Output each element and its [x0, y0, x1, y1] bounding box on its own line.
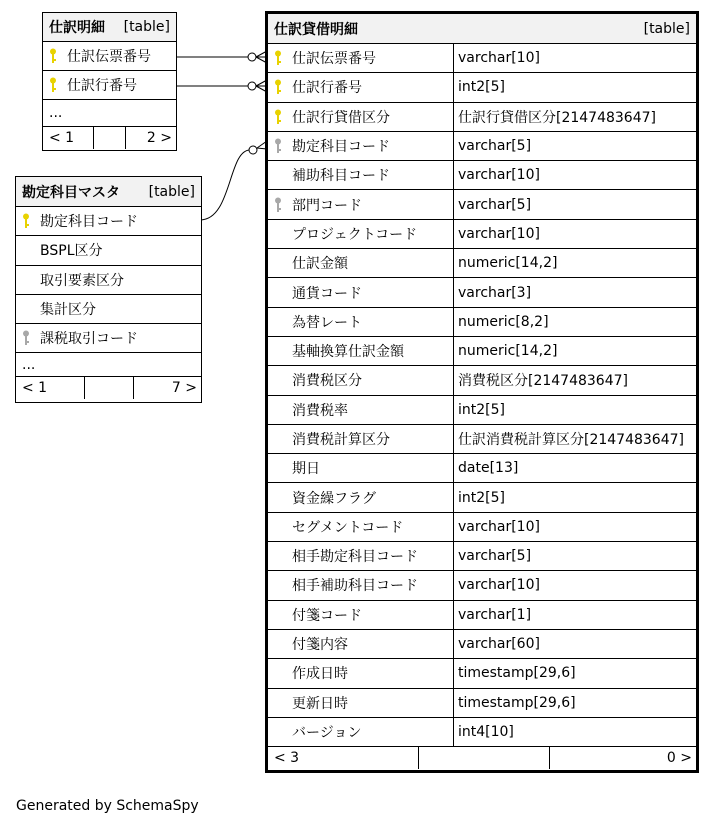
column-name: 補助科目コード: [292, 168, 390, 185]
column-name: 為替レート: [292, 314, 362, 331]
column-name-cell: [43, 71, 137, 99]
column-type: varchar[10]: [453, 44, 696, 72]
column-row[interactable]: [268, 103, 696, 132]
key-slot: [274, 718, 292, 746]
column-name: BSPL区分: [40, 243, 103, 260]
column-name: 消費税計算区分: [292, 432, 390, 448]
table-name: 仕訳貸借明細: [274, 21, 358, 38]
column-row[interactable]: [268, 483, 696, 512]
column-name-cell: [268, 483, 453, 511]
footer-spacer: [84, 377, 134, 399]
column-type: varchar[10]: [453, 513, 696, 541]
column-row[interactable]: [268, 718, 696, 747]
column-name-cell: [268, 132, 453, 160]
column-name-cell: [268, 103, 453, 131]
key-slot: [274, 103, 292, 131]
key-slot: [274, 454, 292, 482]
column-name-cell: [268, 542, 453, 570]
column-name: 資金繰フラグ: [292, 490, 376, 507]
column-row[interactable]: [268, 190, 696, 219]
table-kanjo-kamoku-master[interactable]: [15, 176, 202, 403]
column-name-cell: [268, 161, 453, 189]
column-name-cell: [16, 324, 138, 352]
column-type: varchar[10]: [453, 220, 696, 248]
column-row[interactable]: [43, 42, 176, 71]
primary-key-icon: [22, 213, 30, 229]
column-name: 消費税区分: [292, 373, 362, 390]
column-type: varchar[3]: [453, 278, 696, 306]
column-type: numeric[8,2]: [453, 308, 696, 336]
column-name-cell: [268, 454, 453, 482]
column-name-cell: [268, 308, 453, 336]
column-name: バージョン: [292, 724, 362, 741]
key-slot: [274, 161, 292, 189]
column-name-cell: [16, 236, 103, 264]
key-slot: [274, 308, 292, 336]
column-row[interactable]: [268, 425, 696, 454]
more-columns-ellipsis: ...: [16, 353, 201, 377]
column-name: 課税取引コード: [40, 331, 138, 348]
column-type: 仕訳消費税計算区分[2147483647]: [453, 425, 696, 453]
column-row[interactable]: [268, 659, 696, 688]
column-type: varchar[10]: [453, 161, 696, 189]
column-name-cell: [268, 44, 453, 72]
column-type: varchar[60]: [453, 630, 696, 658]
key-slot: [274, 396, 292, 424]
foreign-key-icon: [22, 330, 30, 346]
column-name-cell: [268, 601, 453, 629]
table-name: 仕訳明細: [49, 20, 105, 36]
column-type: varchar[5]: [453, 132, 696, 160]
key-slot: [274, 689, 292, 717]
column-row[interactable]: [268, 132, 696, 161]
primary-key-icon: [274, 109, 282, 125]
column-row[interactable]: [268, 44, 696, 73]
column-name: 勘定科目コード: [292, 139, 390, 156]
column-name-cell: [268, 190, 453, 218]
column-type: numeric[14,2]: [453, 337, 696, 365]
column-row[interactable]: [16, 266, 201, 295]
key-slot: [274, 542, 292, 570]
table-type-label: [table]: [123, 19, 170, 35]
column-row[interactable]: [16, 207, 201, 236]
column-row[interactable]: [268, 571, 696, 600]
column-name-cell: [268, 337, 453, 365]
column-type: numeric[14,2]: [453, 249, 696, 277]
column-row[interactable]: [268, 337, 696, 366]
column-name: 取引要素区分: [40, 272, 124, 289]
column-row[interactable]: [268, 366, 696, 395]
table-name: 勘定科目マスタ: [22, 184, 120, 201]
link-kanjo-kamoku: [200, 150, 250, 220]
column-name: 作成日時: [292, 666, 348, 683]
column-name: 仕訳金額: [292, 256, 348, 273]
column-row[interactable]: [16, 295, 201, 324]
table-header: [268, 14, 696, 44]
column-name-cell: [268, 689, 453, 717]
column-name: 仕訳行番号: [67, 78, 137, 94]
key-slot: [49, 42, 67, 70]
primary-key-icon: [49, 48, 57, 64]
column-row[interactable]: [268, 689, 696, 718]
column-name-cell: [268, 513, 453, 541]
column-name: 相手勘定科目コード: [292, 549, 418, 566]
column-row[interactable]: [268, 278, 696, 307]
more-columns-ellipsis: ...: [43, 100, 176, 127]
key-slot: [22, 295, 40, 323]
key-slot: [274, 513, 292, 541]
column-name: プロジェクトコード: [292, 226, 418, 243]
column-name: 更新日時: [292, 695, 348, 712]
table-footer: [16, 377, 201, 399]
key-slot: [274, 366, 292, 394]
column-name-cell: [268, 249, 453, 277]
key-slot: [274, 337, 292, 365]
column-row[interactable]: [268, 513, 696, 542]
column-row[interactable]: [268, 161, 696, 190]
primary-key-icon: [49, 77, 57, 93]
column-name-cell: [268, 220, 453, 248]
footer-children-count[interactable]: 0 >: [666, 750, 692, 767]
column-name: 部門コード: [292, 197, 362, 214]
column-name: 仕訳伝票番号: [67, 49, 151, 65]
column-type: timestamp[29,6]: [453, 659, 696, 687]
column-type: int2[5]: [453, 396, 696, 424]
column-name-cell: [268, 396, 453, 424]
column-name: 集計区分: [40, 302, 96, 319]
column-row[interactable]: [268, 396, 696, 425]
foreign-key-icon: [274, 138, 282, 154]
column-row[interactable]: [268, 220, 696, 249]
column-row[interactable]: [268, 601, 696, 630]
key-slot: [274, 571, 292, 599]
column-name: セグメントコード: [292, 519, 404, 536]
column-row[interactable]: [43, 71, 176, 100]
column-row[interactable]: [268, 249, 696, 278]
column-row[interactable]: [16, 236, 201, 265]
column-name: 消費税率: [292, 402, 348, 419]
table-type-label: [table]: [643, 20, 690, 37]
table-footer: [268, 747, 696, 769]
column-name-cell: [268, 73, 453, 101]
column-type: timestamp[29,6]: [453, 689, 696, 717]
column-type: 消費税区分[2147483647]: [453, 366, 696, 394]
footer-spacer: [93, 127, 126, 149]
column-type: date[13]: [453, 454, 696, 482]
table-shiwake-meisai[interactable]: [42, 12, 177, 151]
column-type: int2[5]: [453, 483, 696, 511]
column-name-cell: [16, 295, 96, 323]
column-type: varchar[1]: [453, 601, 696, 629]
key-slot: [274, 425, 292, 453]
column-name: 仕訳行番号: [292, 80, 362, 97]
column-name: 仕訳行貸借区分: [292, 109, 390, 126]
key-slot: [274, 659, 292, 687]
column-name: 基軸換算仕訳金額: [292, 344, 404, 361]
column-name-cell: [268, 278, 453, 306]
key-slot: [274, 190, 292, 218]
table-footer: [43, 127, 176, 149]
column-row[interactable]: [268, 454, 696, 483]
column-type: 仕訳行貸借区分[2147483647]: [453, 103, 696, 131]
key-slot: [274, 601, 292, 629]
key-slot: [274, 73, 292, 101]
column-name-cell: [268, 659, 453, 687]
primary-key-icon: [274, 50, 282, 66]
table-shiwake-taishaku-meisai[interactable]: [265, 11, 699, 773]
key-slot: [22, 207, 40, 235]
generator-credit: Generated by SchemaSpy: [16, 798, 199, 814]
table-header: [16, 177, 201, 207]
key-slot: [274, 132, 292, 160]
column-name-cell: [268, 718, 453, 746]
footer-children-count[interactable]: 7 >: [171, 380, 197, 397]
column-type: varchar[10]: [453, 571, 696, 599]
link-kanjo-kamoku-optional-marker: [249, 146, 257, 154]
key-slot: [274, 220, 292, 248]
column-row[interactable]: [268, 73, 696, 102]
foreign-key-icon: [274, 197, 282, 213]
column-type: int2[5]: [453, 73, 696, 101]
column-name-cell: [16, 207, 138, 235]
column-name: 相手補助科目コード: [292, 578, 418, 595]
key-slot: [22, 236, 40, 264]
column-name: 勘定科目コード: [40, 214, 138, 231]
column-name: 付箋コード: [292, 607, 362, 624]
footer-parents-count[interactable]: < 1: [22, 380, 48, 397]
column-name: 期日: [292, 461, 320, 478]
column-row[interactable]: [16, 324, 201, 353]
footer-spacer: [418, 747, 550, 769]
key-slot: [274, 483, 292, 511]
column-name-cell: [268, 630, 453, 658]
link-denpyo-bango-optional-marker: [248, 53, 256, 61]
footer-parents-count[interactable]: < 1: [49, 130, 75, 146]
column-name-cell: [268, 425, 453, 453]
footer-children-count[interactable]: 2 >: [146, 130, 172, 146]
column-name-cell: [268, 366, 453, 394]
key-slot: [274, 44, 292, 72]
link-gyo-bango-optional-marker: [248, 82, 256, 90]
table-header: [43, 13, 176, 42]
key-slot: [274, 278, 292, 306]
table-type-label: [table]: [148, 183, 195, 200]
key-slot: [49, 71, 67, 99]
column-name: 付箋内容: [292, 637, 348, 654]
column-type: varchar[5]: [453, 190, 696, 218]
column-name: 仕訳伝票番号: [292, 51, 376, 68]
column-row[interactable]: [268, 542, 696, 571]
key-slot: [274, 630, 292, 658]
key-slot: [274, 249, 292, 277]
column-name-cell: [268, 571, 453, 599]
footer-parents-count[interactable]: < 3: [274, 750, 300, 767]
column-row[interactable]: [268, 630, 696, 659]
key-slot: [22, 266, 40, 294]
column-name-cell: [43, 42, 151, 70]
column-name: 通貨コード: [292, 285, 362, 302]
column-type: varchar[5]: [453, 542, 696, 570]
column-name-cell: [16, 266, 124, 294]
primary-key-icon: [274, 79, 282, 95]
column-row[interactable]: [268, 308, 696, 337]
key-slot: [22, 324, 40, 352]
column-type: int4[10]: [453, 718, 696, 746]
